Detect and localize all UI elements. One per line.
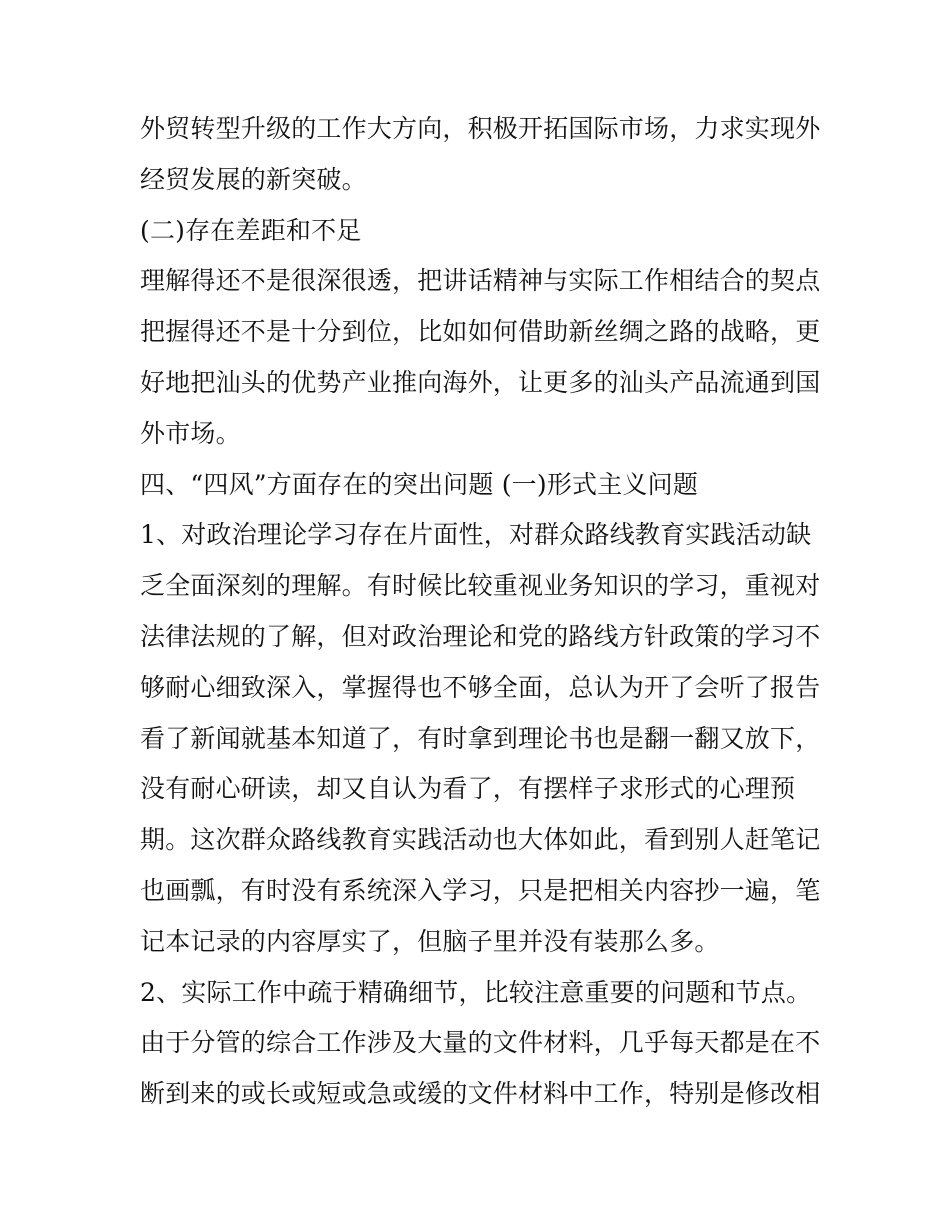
text-line: 也画瓢，有时没有系统深入学习，只是把相关内容抄一遍，笔 [140,875,821,905]
body-text [140,104,820,1120]
text-line: 看了新闻就基本知道了，有时拿到理论书也是翻一翻又放下， [140,723,821,753]
text-line: 乏全面深刻的理解。有时候比较重视业务知识的学习，重视对 [140,571,821,601]
text-line: 断到来的或长或短或急或缓的文件材料中工作，特别是修改相 [140,1079,821,1109]
text-line: 好地把汕头的优势产业推向海外，让更多的汕头产品流通到国 [140,367,821,397]
text-line: 经贸发展的新突破。 [140,164,367,194]
text-line: 由于分管的综合工作涉及大量的文件材料，几乎每天都是在不 [140,1028,821,1058]
text-line: 1、对政治理论学习存在片面性，对群众路线教育实践活动缺 [140,520,812,550]
text-line: 2、实际工作中疏于精确细节，比较注意重要的问题和节点。 [140,977,812,1007]
text-line: 外贸转型升级的工作大方向，积极开拓国际市场，力求实现外 [140,114,821,143]
section-heading: 四、“四风”方面存在的突出问题 (一)形式主义问题 [140,469,699,499]
section-heading: (二)存在差距和不足 [140,215,362,245]
text-line: 没有耐心研读，却又自认为看了，有摆样子求形式的心理预 [140,774,796,804]
text-line: 外市场。 [140,418,241,448]
text-line: 期。这次群众路线教育实践活动也大体如此，看到别人赶笔记 [140,825,821,855]
text-line: 理解得还不是很深很透，把讲话精神与实际工作相结合的契点 [140,266,821,296]
text-line: 记本记录的内容厚实了，但脑子里并没有装那么多。 [140,926,720,956]
text-line: 够耐心细致深入，掌握得也不够全面，总认为开了会听了报告 [140,672,821,702]
text-line: 把握得还不是十分到位，比如如何借助新丝绸之路的战略，更 [140,317,821,347]
text-line: 法律法规的了解，但对政治理论和党的路线方针政策的学习不 [140,621,821,651]
